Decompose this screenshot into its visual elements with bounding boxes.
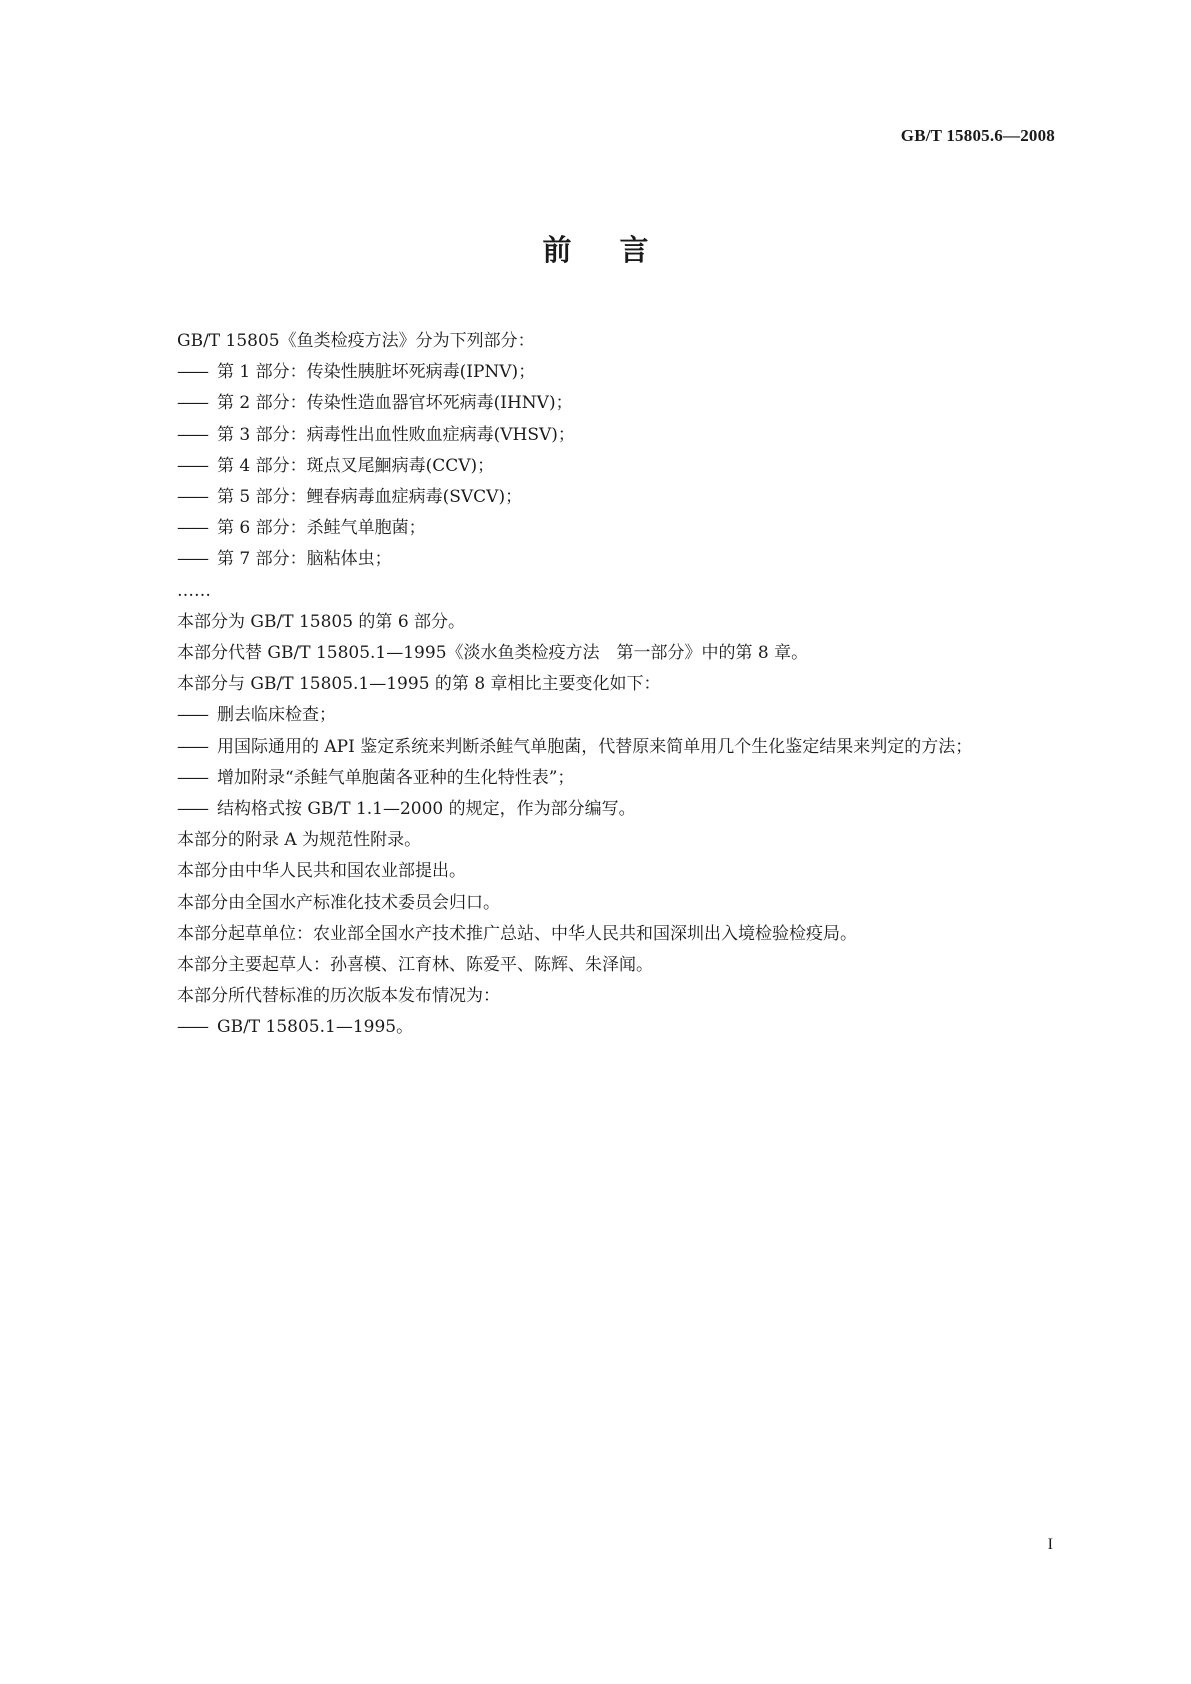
drafters: 本部分主要起草人：孙喜模、江育林、陈爱平、陈辉、朱泽闻。	[177, 955, 653, 976]
dash-mark: ——	[177, 487, 207, 508]
dash-mark: ——	[177, 362, 207, 383]
list-item	[177, 451, 1077, 482]
dash-mark: ——	[177, 518, 207, 539]
part-item-text: 第 4 部分：斑点叉尾鮰病毒(CCV)；	[217, 455, 495, 476]
history-list	[177, 1012, 1077, 1043]
list-item	[177, 482, 1077, 513]
dash-mark: ——	[177, 799, 207, 820]
part-item-text: 第 5 部分：鲤春病毒血症病毒(SVCV)；	[217, 487, 523, 508]
change-item-text: 结构格式按 GB/T 1.1—2000 的规定，作为部分编写。	[217, 799, 636, 820]
changes-list	[177, 700, 1077, 825]
change-item-text: 用国际通用的 API 鉴定系统来判断杀鲑气单胞菌，代替原来简单用几个生化鉴定结果来判定的方法；	[217, 736, 973, 757]
change-item-text: 删去临床检查；	[217, 705, 336, 726]
dash-mark: ——	[177, 1017, 207, 1038]
list-item	[177, 763, 1077, 794]
header-standard-code: GB/T 15805.6—2008	[900, 126, 1055, 145]
history-item-text: GB/T 15805.1—1995。	[217, 1017, 414, 1038]
part-item-text: 第 2 部分：传染性造血器官坏死病毒(IHNV)；	[217, 393, 573, 414]
part-item-text: 第 7 部分：脑粘体虫；	[217, 549, 392, 570]
page-title: 前言	[542, 233, 697, 267]
changes-intro: 本部分与 GB/T 15805.1—1995 的第 8 章相比主要变化如下：	[177, 674, 661, 695]
list-item	[177, 420, 1077, 451]
parts-list	[177, 357, 1077, 575]
intro-line: GB/T 15805《鱼类检疫方法》分为下列部分：	[177, 331, 535, 351]
dash-mark: ——	[177, 736, 207, 757]
statement-part: 本部分为 GB/T 15805 的第 6 部分。	[177, 611, 466, 632]
list-item	[177, 794, 1077, 825]
drafting-units: 本部分起草单位：农业部全国水产技术推广总站、中华人民共和国深圳出入境检验检疫局。	[177, 923, 857, 944]
list-item	[177, 513, 1077, 544]
part-item-text: 第 3 部分：病毒性出血性败血症病毒(VHSV)；	[217, 424, 575, 445]
proposed-by: 本部分由中华人民共和国农业部提出。	[177, 861, 466, 882]
foreword-content	[177, 326, 1077, 1044]
dash-mark: ——	[177, 705, 207, 726]
list-item	[177, 388, 1077, 419]
statement-replace: 本部分代替 GB/T 15805.1—1995《淡水鱼类检疫方法 第一部分》中的第 8 章。	[177, 643, 809, 664]
page-number: I	[1047, 1536, 1053, 1553]
dash-mark: ——	[177, 455, 207, 476]
part-item-text: 第 6 部分：杀鲑气单胞菌；	[217, 518, 426, 539]
managed-by: 本部分由全国水产标准化技术委员会归口。	[177, 892, 500, 913]
list-item	[177, 544, 1077, 575]
list-item	[177, 732, 1077, 763]
part-item-text: 第 1 部分：传染性胰脏坏死病毒(IPNV)；	[217, 362, 536, 383]
dash-mark: ——	[177, 767, 207, 788]
dash-mark: ——	[177, 424, 207, 445]
annex-note: 本部分的附录 A 为规范性附录。	[177, 830, 422, 851]
dash-mark: ——	[177, 393, 207, 414]
dash-mark: ——	[177, 549, 207, 570]
ellipsis-line: ……	[177, 580, 211, 601]
history-intro: 本部分所代替标准的历次版本发布情况为：	[177, 986, 500, 1007]
list-item	[177, 357, 1077, 388]
list-item	[177, 1012, 1077, 1043]
change-item-text: 增加附录“杀鲑气单胞菌各亚种的生化特性表”；	[217, 767, 575, 788]
list-item	[177, 700, 1077, 731]
